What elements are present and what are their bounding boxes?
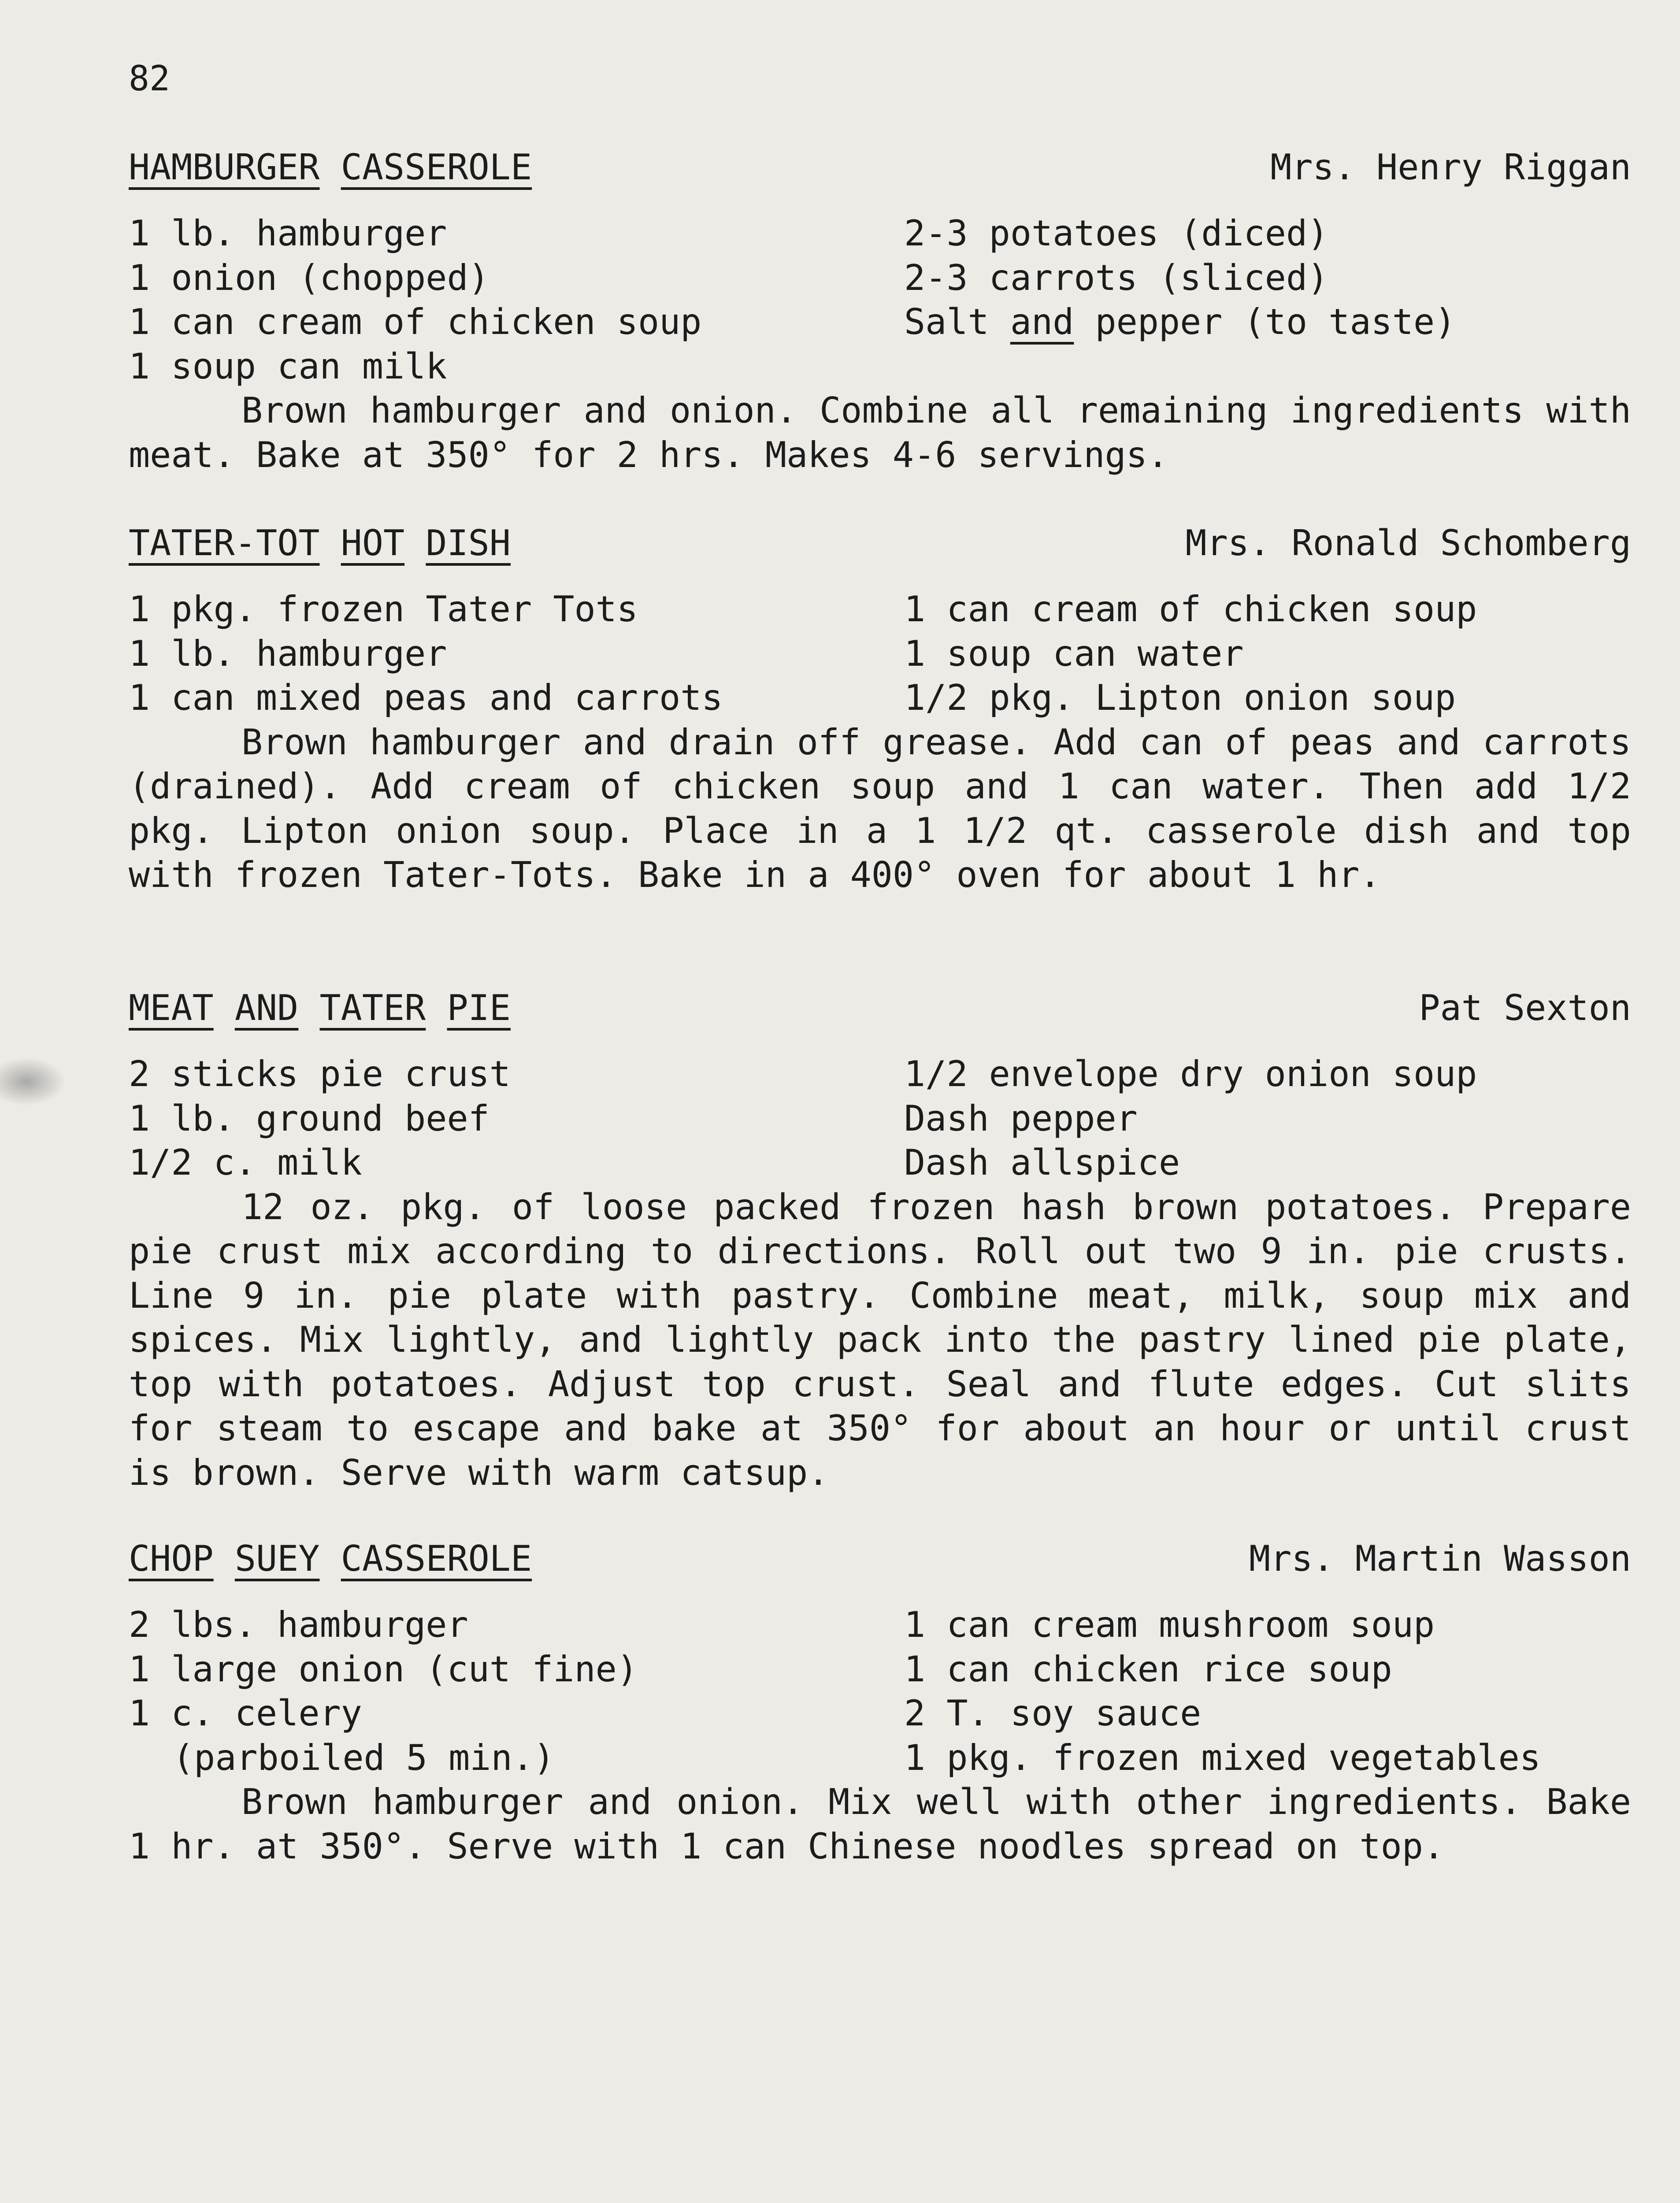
ingredient-left: 1/2 c. milk bbox=[129, 1142, 362, 1183]
recipe-title bbox=[129, 145, 532, 190]
ingredient-right: 1 can chicken rice soup bbox=[904, 1648, 1392, 1690]
page-number: 82 bbox=[129, 59, 170, 99]
ingredient-right: 2-3 carrots (sliced) bbox=[904, 257, 1329, 298]
ingredient-right: 1 can cream mushroom soup bbox=[904, 1604, 1435, 1645]
ingredient-left: 1 soup can milk bbox=[129, 345, 447, 387]
recipe-directions: Brown hamburger and onion. Combine all remaining ingredients with meat. Bake at 350° for 2 hrs. Makes 4-6 servings. bbox=[129, 390, 1631, 475]
title-word: DISH bbox=[426, 523, 511, 564]
ingredient-text: pepper (to taste) bbox=[1074, 301, 1456, 342]
ingredient-right: 1/2 envelope dry onion soup bbox=[904, 1053, 1477, 1094]
ingredient-left: 1 large onion (cut fine) bbox=[129, 1648, 638, 1690]
title-word: HAMBURGER bbox=[129, 147, 320, 188]
title-word: HOT bbox=[341, 523, 405, 564]
recipe-title bbox=[129, 521, 511, 566]
title-word: TATER-TOT bbox=[129, 523, 320, 564]
ingredient-left: 2 sticks pie crust bbox=[129, 1053, 511, 1094]
underlined-word: and bbox=[1010, 301, 1074, 342]
ingredient-list bbox=[129, 587, 1631, 720]
recipe-author: Mrs. Ronald Schomberg bbox=[1185, 523, 1631, 564]
title-word: TATER bbox=[319, 987, 426, 1028]
recipe-hamburger-casserole bbox=[129, 145, 1631, 477]
recipe-author: Mrs. Martin Wasson bbox=[1249, 1538, 1631, 1579]
ingredient-list bbox=[129, 1052, 1631, 1185]
recipe-title bbox=[129, 1537, 532, 1581]
ingredient-right: 1 pkg. frozen mixed vegetables bbox=[904, 1737, 1541, 1778]
recipe-directions: 12 oz. pkg. of loose packed frozen hash brown potatoes. Prepare pie crust mix according to directions. Roll out two 9 in. pie crusts. Line 9 in. pie plate with pastry. Combine meat, milk, soup mix and spices. Mix lightly, and lightly pack into the pastry lined pie plate, top with potatoes. Adjust top crust. Seal and flute edges. Cut slits for steam to escape and bake at 350° for about an hour or until crust is brown. Serve with warm catsup. bbox=[129, 1186, 1631, 1493]
ingredient-right: 2-3 potatoes (diced) bbox=[904, 213, 1329, 254]
title-word: CASSEROLE bbox=[341, 147, 532, 188]
recipe-chop-suey-casserole bbox=[129, 1537, 1631, 1869]
page-smudge bbox=[0, 1057, 66, 1106]
recipe-header bbox=[129, 1537, 1631, 1581]
recipe-directions: Brown hamburger and onion. Mix well with other ingredients. Bake 1 hr. at 350°. Serve with 1 can Chinese noodles spread on top. bbox=[129, 1781, 1631, 1867]
ingredient-left-note: (parboiled 5 min.) bbox=[173, 1737, 555, 1778]
ingredient-left: 1 lb. hamburger bbox=[129, 633, 447, 674]
title-word: PIE bbox=[447, 987, 511, 1028]
ingredient-text: Salt bbox=[904, 301, 1010, 342]
ingredient-right-empty bbox=[904, 345, 1631, 389]
ingredient-right bbox=[904, 300, 1631, 345]
recipe-header bbox=[129, 521, 1631, 565]
ingredient-right: Dash allspice bbox=[904, 1142, 1180, 1183]
ingredient-left: 2 lbs. hamburger bbox=[129, 1604, 468, 1645]
ingredient-left: 1 lb. ground beef bbox=[129, 1098, 490, 1139]
title-word: AND bbox=[234, 987, 299, 1028]
ingredient-right: 1 can cream of chicken soup bbox=[904, 589, 1477, 630]
recipe-directions: Brown hamburger and drain off grease. Add can of peas and carrots (drained). Add cream of chicken soup and 1 can water. Then add 1/2 pkg. Lipton onion soup. Place in a 1 1/2 qt. casserole dish and top with frozen Tater-Tots. Bake in a 400° oven for about 1 hr. bbox=[129, 721, 1631, 895]
ingredient-right: 2 T. soy sauce bbox=[904, 1693, 1202, 1734]
ingredient-list bbox=[129, 211, 1631, 389]
recipe-meat-and-tater-pie bbox=[129, 986, 1631, 1495]
recipe-header bbox=[129, 145, 1631, 189]
recipe-author: Mrs. Henry Riggan bbox=[1270, 147, 1631, 188]
recipe-title bbox=[129, 986, 511, 1031]
ingredient-left: 1 c. celery bbox=[129, 1693, 362, 1734]
recipe-tater-tot-hot-dish bbox=[129, 521, 1631, 898]
title-word: CHOP bbox=[129, 1538, 214, 1579]
ingredient-left: 1 onion (chopped) bbox=[129, 257, 490, 298]
ingredient-left: 1 can mixed peas and carrots bbox=[129, 677, 723, 718]
title-word: MEAT bbox=[129, 987, 214, 1028]
ingredient-right: 1/2 pkg. Lipton onion soup bbox=[904, 677, 1456, 718]
ingredient-right: Dash pepper bbox=[904, 1098, 1138, 1139]
ingredient-left: 1 pkg. frozen Tater Tots bbox=[129, 589, 638, 630]
title-word: SUEY bbox=[234, 1538, 320, 1579]
ingredient-right: 1 soup can water bbox=[904, 633, 1244, 674]
recipe-header bbox=[129, 986, 1631, 1030]
recipe-author: Pat Sexton bbox=[1419, 987, 1631, 1028]
title-word: CASSEROLE bbox=[341, 1538, 532, 1579]
ingredient-left: 1 can cream of chicken soup bbox=[129, 301, 702, 342]
ingredient-left: 1 lb. hamburger bbox=[129, 213, 447, 254]
ingredient-list bbox=[129, 1603, 1631, 1780]
